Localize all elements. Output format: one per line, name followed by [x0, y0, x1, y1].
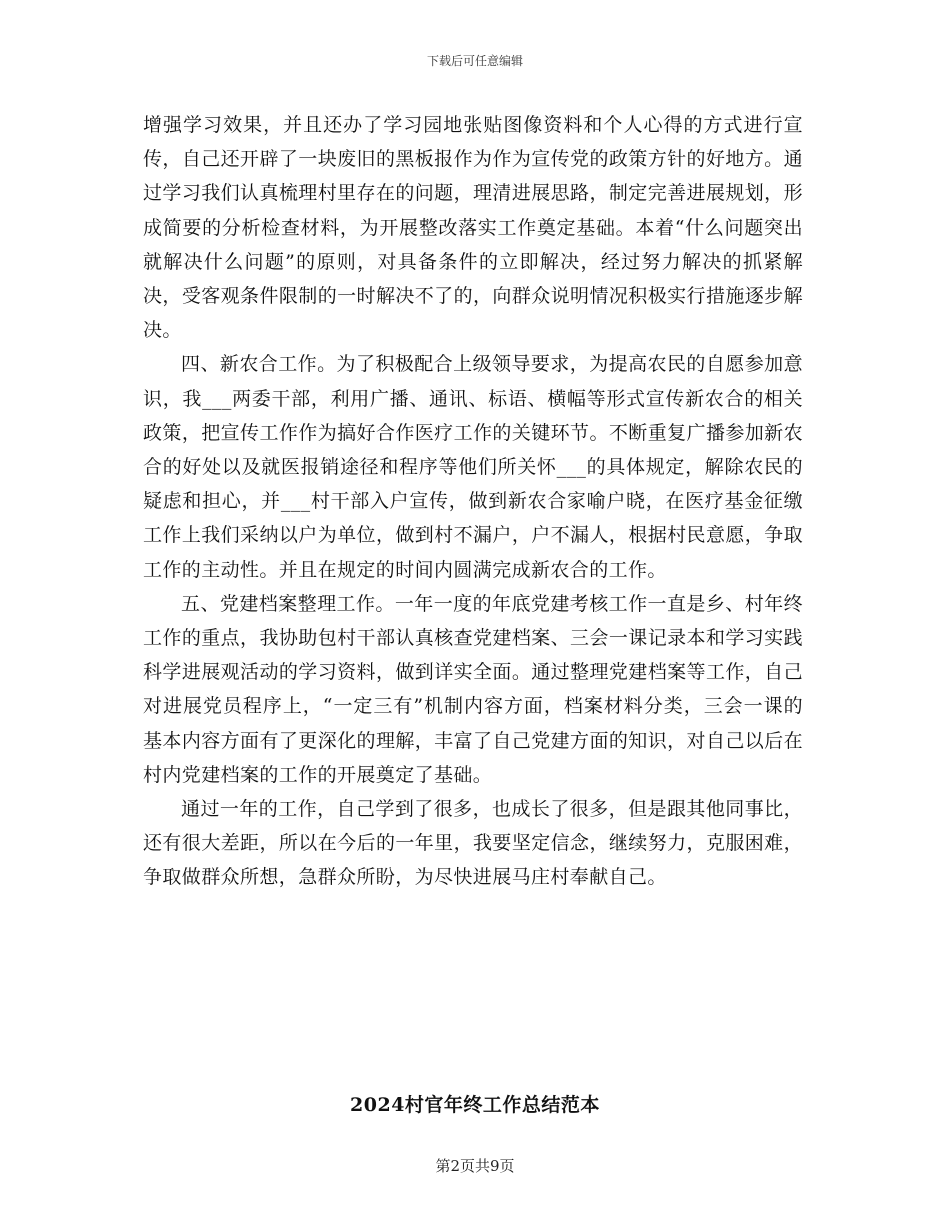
paragraph-party-archives: 五、党建档案整理工作。一年一度的年底党建考核工作一直是乡、村年终工作的重点，我协助包村干部认真核查党建档案、三会一课记录本和学习实践科学进展观活动的学习资料，做到详实全面。通过整理党建档案等工作，自己对进展党员程序上，“一定三有”机制内容方面，档案材料分类，三会一课的基本内容方面有了更深化的理解，丰富了自己党建方面的知识，对自己以后在村内党建档案的工作的开展奠定了基础。: [143, 592, 803, 786]
paragraph-conclusion: 通过一年的工作，自己学到了很多，也成长了很多，但是跟其他同事比，还有很大差距，所以在今后的一年里，我要坚定信念，继续努力，克服困难，争取做群众所想，急群众所盼，为尽快进展马庄村奉献自己。: [143, 798, 803, 889]
document-title: 2024村官年终工作总结范本: [350, 1094, 600, 1116]
document-body: [143, 108, 803, 895]
paragraph-new-rural-cooperative: 四、新农合工作。为了积极配合上级领导要求，为提高农民的自愿参加意识，我___两委干部，利用广播、通讯、标语、横幅等形式宣传新农合的相关政策，把宣传工作作为搞好合作医疗工作的关键环节。不断重复广播参加新农合的好处以及就医报销途径和程序等他们所关怀___的具体规定，解除农民的疑虑和担心，并___村干部入户宣传，做到新农合家喻户晓，在医疗基金征缴工作上我们采纳以户为单位，做到村不漏户，户不漏人，根据村民意愿，争取工作的主动性。并且在规定的时间内圆满完成新农合的工作。: [143, 353, 803, 581]
page-number: 第2页共9页: [435, 1157, 515, 1175]
header-note: 下载后可任意编辑: [426, 54, 523, 68]
paragraph-continuation: 增强学习效果，并且还办了学习园地张贴图像资料和个人心得的方式进行宣传，自己还开辟了一块废旧的黑板报作为作为宣传党的政策方针的好地方。通过学习我们认真梳理村里存在的问题，理清进展思路，制定完善进展规划，形成简要的分析检查材料，为开展整改落实工作奠定基础。本着“什么问题突出就解决什么问题”的原则，对具备条件的立即解决，经过努力解决的抓紧解决，受客观条件限制的一时解决不了的，向群众说明情况积极实行措施逐步解决。: [143, 114, 803, 342]
